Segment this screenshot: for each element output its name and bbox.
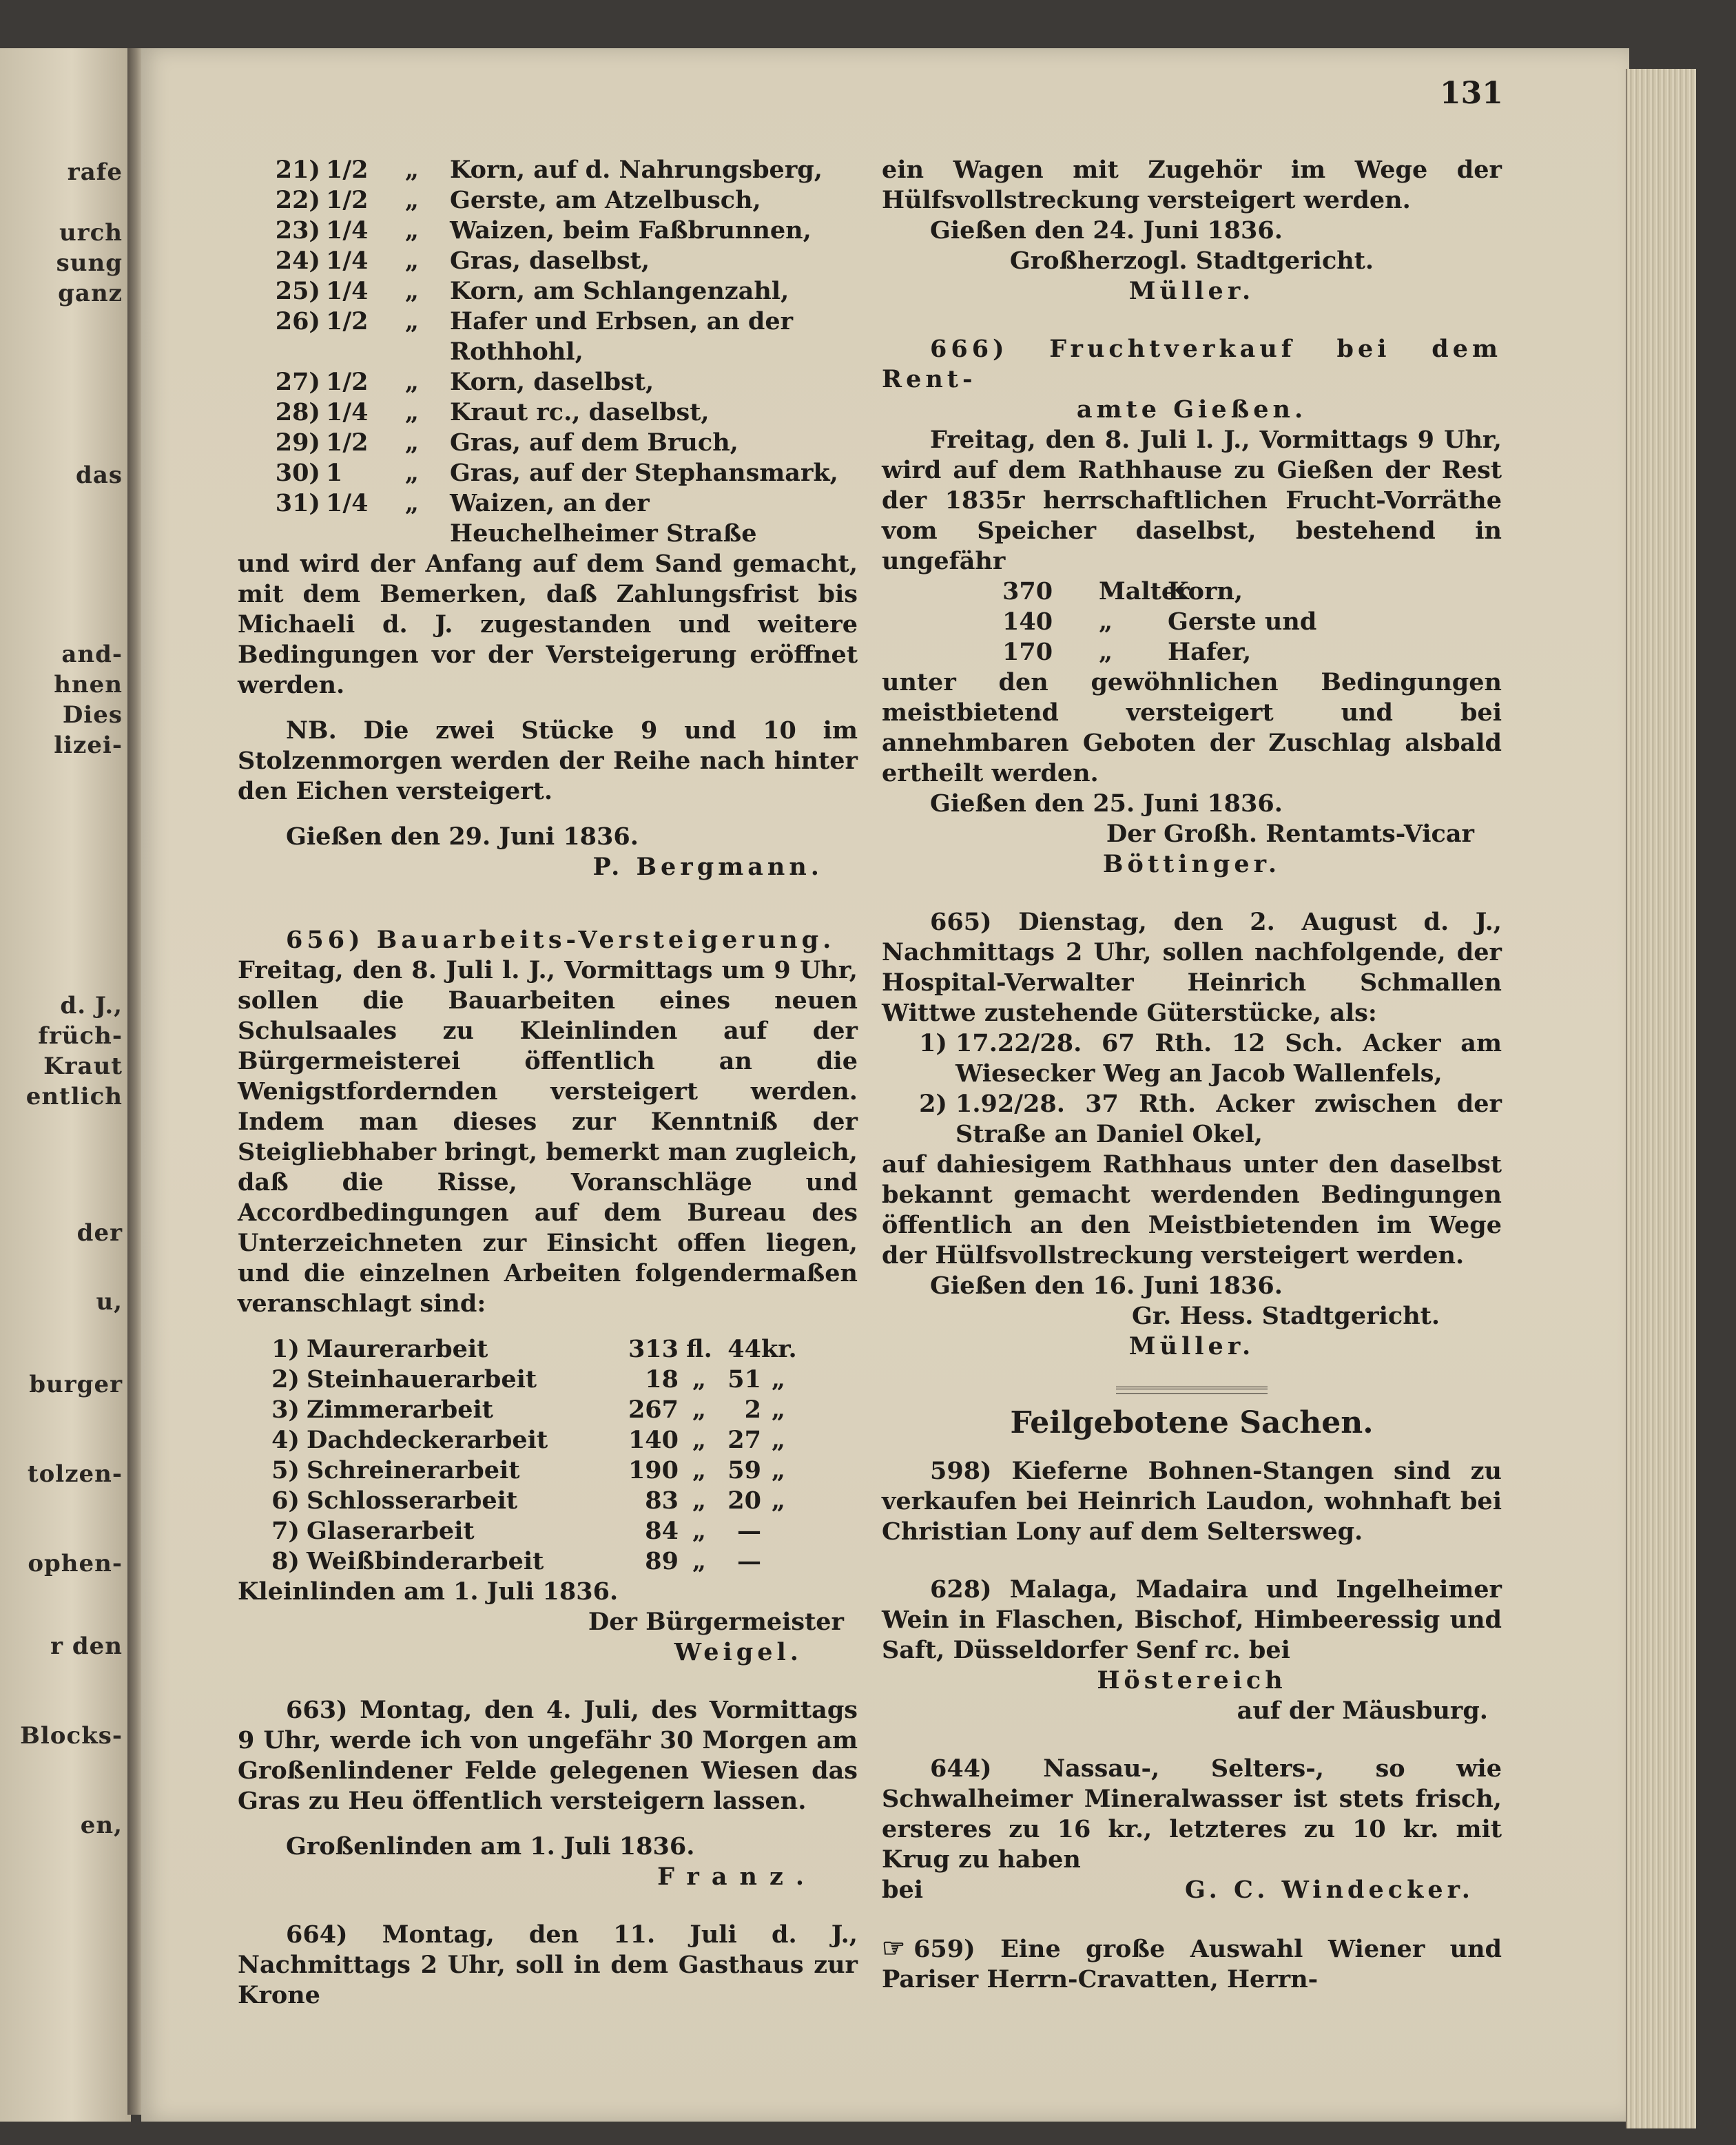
margin-text: ganz xyxy=(58,280,123,307)
item-kreuzer: — xyxy=(737,1547,761,1575)
cost-row xyxy=(238,1425,858,1455)
signature: Weigel. xyxy=(674,1638,803,1666)
notice-text: 665) Dienstag, den 2. August d. J., Nachmittags 2 Uhr, sollen nachfolgende, der Hospital-Verwalter Heinrich Schmallen Wittwe zustehende Güterstücke, als: xyxy=(882,908,1502,1027)
ad-text: 644) Nassau-, Selters-, so wie Schwalheimer Mineralwasser ist stets frisch, ersteres zu 16 kr., letzteres zu 10 kr. mit Krug zu haben xyxy=(882,1754,1502,1874)
notice-title: 656) Bauarbeits-Versteigerung. xyxy=(286,926,836,954)
ditto-mark: „ xyxy=(404,186,420,214)
item-kreuzer: 2 xyxy=(744,1396,761,1424)
margin-text: der xyxy=(76,1219,123,1247)
lot-row xyxy=(238,307,858,367)
cost-row xyxy=(238,1334,858,1365)
ditto-mark: „ xyxy=(404,368,420,396)
cost-row xyxy=(238,1395,858,1425)
item-kreuzer: 51 xyxy=(727,1365,761,1393)
margin-text: and- xyxy=(61,641,123,668)
signature-title: Gr. Hess. Stadtgericht. xyxy=(1132,1302,1440,1330)
lot-row xyxy=(238,246,858,276)
item-kreuzer-unit xyxy=(761,1516,796,1546)
lot-description: Hafer und Erbsen, an der Rothhohl, xyxy=(450,307,794,366)
margin-text: d. J., xyxy=(60,992,123,1019)
item-label: Weißbinderarbeit xyxy=(307,1547,544,1575)
margin-text: Dies xyxy=(62,701,123,729)
lot-fraction: 1/2 xyxy=(326,368,369,396)
place-date: Gießen den 16. Juni 1836. xyxy=(930,1272,1283,1300)
item-gulden: 267 xyxy=(628,1396,679,1424)
grain: Hafer, xyxy=(1168,638,1252,666)
margin-text: Kraut xyxy=(43,1053,123,1080)
lot-number: 26) xyxy=(275,307,320,335)
lot-row xyxy=(238,367,858,397)
lot-number: 22) xyxy=(275,186,320,214)
cost-table xyxy=(238,1334,858,1577)
parcel-item xyxy=(882,1089,1502,1150)
lot-row xyxy=(238,488,858,549)
notice-title: amte Gießen. xyxy=(1076,395,1308,424)
amount: 370 xyxy=(1002,577,1053,605)
place-date: Gießen den 25. Juni 1836. xyxy=(930,789,1283,818)
item-unit: „ xyxy=(692,1517,707,1545)
unit: „ xyxy=(1099,638,1113,666)
item-index: 1) xyxy=(271,1335,300,1363)
ad-659-text: 659) Eine große Auswahl Wiener und Pariser Herrn-Cravatten, Herrn- xyxy=(882,1935,1502,1993)
continued-text: ein Wagen mit Zugehör im Wege der Hülfsvollstreckung versteigert werden. xyxy=(882,156,1502,214)
amount-row xyxy=(882,607,1502,637)
lot-number: 28) xyxy=(275,398,320,426)
grain: Gerste und xyxy=(1168,608,1317,636)
lot-fraction: 1/4 xyxy=(326,247,369,275)
signature: Franz. xyxy=(657,1863,816,1891)
item-label: Glaserarbeit xyxy=(307,1517,475,1545)
margin-text: sung xyxy=(56,249,123,277)
grain-amounts xyxy=(882,577,1502,667)
item-gulden: 190 xyxy=(628,1456,679,1484)
place-date: Gießen den 24. Juni 1836. xyxy=(930,216,1283,245)
margin-text: ophen- xyxy=(28,1550,123,1577)
ditto-mark: „ xyxy=(404,307,420,335)
lot-description: Korn, daselbst, xyxy=(450,368,654,396)
lot-number: 31) xyxy=(275,489,320,517)
lot-description: Gerste, am Atzelbusch, xyxy=(450,186,761,214)
amount-row xyxy=(882,637,1502,667)
margin-text: urch xyxy=(59,219,123,247)
right-column xyxy=(882,155,1502,1995)
notice-text: Freitag, den 8. Juli l. J., Vormittags um 9 Uhr, sollen die Bauarbeiten eines neuen Schulsaales zu Kleinlinden auf der Bürgermeisterei öffentlich an die Wenigstfordernden versteigert werden. Indem man dieses zur Kenntniß der Steigliebhaber bringt, bemerkt man zugleich, daß die Risse, Voranschläge und Accordbedingungen auf dem Bureau des Unterzeichneten zur Einsicht offen liegen, und die einzelnen Arbeiten folgendermaßen veranschlagt sind: xyxy=(238,956,858,1318)
item-index: 5) xyxy=(271,1456,300,1484)
lot-row xyxy=(238,276,858,307)
item-label: Steinhauerarbeit xyxy=(307,1365,537,1393)
item-label: Zimmerarbeit xyxy=(307,1396,493,1424)
item-kreuzer-unit: „ xyxy=(771,1456,786,1484)
lot-description: Gras, auf dem Bruch, xyxy=(450,428,738,457)
notice-text: Freitag, den 8. Juli l. J., Vormittags 9 Uhr, wird auf dem Rathhause zu Gießen der Rest der 1835r herrschaftlichen Frucht-Vorräthe vom Speicher daselbst, bestehend in ungefähr xyxy=(882,426,1502,575)
lot-number: 27) xyxy=(275,368,320,396)
closing-paragraph: und wird der Anfang auf dem Sand gemacht, mit dem Bemerken, daß Zahlungsfrist bis Michaeli d. J. zugestanden und weitere Bedingungen vor der Versteigerung eröffnet werden. xyxy=(238,550,858,699)
cost-row xyxy=(238,1455,858,1486)
signature: Müller. xyxy=(1128,277,1255,305)
margin-text: lizei- xyxy=(54,732,123,759)
margin-text: hnen xyxy=(54,671,123,698)
item-unit: „ xyxy=(692,1426,707,1454)
lot-fraction: 1/2 xyxy=(326,156,369,184)
lot-description: Korn, am Schlangenzahl, xyxy=(450,277,789,305)
item-label: Schreinerarbeit xyxy=(307,1456,520,1484)
page-edges xyxy=(1626,69,1696,2128)
item-index: 2) xyxy=(271,1365,300,1393)
ditto-mark: „ xyxy=(404,398,420,426)
signature-address: auf der Mäusburg. xyxy=(1237,1697,1488,1725)
lot-fraction: 1/4 xyxy=(326,216,369,245)
item-gulden: 84 xyxy=(645,1517,679,1545)
signature: Höstereich xyxy=(1097,1666,1287,1695)
item-gulden: 89 xyxy=(645,1547,679,1575)
parcel-index: 1) xyxy=(919,1029,947,1057)
lot-row xyxy=(238,155,858,185)
signature-title: Der Bürgermeister xyxy=(588,1608,844,1636)
lot-number: 25) xyxy=(275,277,320,305)
item-kreuzer-unit: „ xyxy=(771,1486,786,1515)
signature-title: Großherzogl. Stadtgericht. xyxy=(1009,247,1374,275)
parcel-item xyxy=(882,1028,1502,1089)
item-unit: „ xyxy=(692,1456,707,1484)
amount: 140 xyxy=(1002,608,1053,636)
ditto-mark: „ xyxy=(404,277,420,305)
margin-text: Blocks- xyxy=(20,1722,123,1750)
amount-row xyxy=(882,577,1502,607)
ditto-mark: „ xyxy=(404,216,420,245)
lot-description: Korn, auf d. Nahrungsberg, xyxy=(450,156,823,184)
notice-title: 666) Fruchtverkauf bei dem Rent- xyxy=(882,335,1502,393)
item-unit: „ xyxy=(692,1547,707,1575)
lot-description: Waizen, an der Heuchelheimer Straße xyxy=(450,489,757,548)
lot-number: 30) xyxy=(275,459,320,487)
item-kreuzer: 20 xyxy=(727,1486,761,1515)
item-kreuzer: — xyxy=(737,1517,761,1545)
lot-fraction: 1 xyxy=(326,459,343,487)
nb-note: NB. Die zwei Stücke 9 und 10 im Stolzenmorgen werden der Reihe nach hinter den Eichen versteigert. xyxy=(238,716,858,805)
item-gulden: 140 xyxy=(628,1426,679,1454)
signature-title: Der Großh. Rentamts-Vicar xyxy=(1106,820,1474,848)
left-page-fragment xyxy=(0,48,131,2122)
item-index: 3) xyxy=(271,1396,300,1424)
item-kreuzer-unit: kr. xyxy=(761,1335,797,1363)
parcel-text: 1.92/28. 37 Rth. Acker zwischen der Straße an Daniel Okel, xyxy=(955,1090,1502,1148)
place-date: Großenlinden am 1. Juli 1836. xyxy=(286,1832,695,1861)
margin-text: en, xyxy=(80,1812,123,1839)
margin-text: r den xyxy=(50,1633,123,1660)
ditto-mark: „ xyxy=(404,489,420,517)
item-label: Schlosserarbeit xyxy=(307,1486,518,1515)
margin-text: tolzen- xyxy=(27,1460,123,1488)
item-kreuzer: 27 xyxy=(727,1426,761,1454)
lot-row xyxy=(238,428,858,458)
item-gulden: 83 xyxy=(645,1486,679,1515)
ditto-mark: „ xyxy=(404,428,420,457)
lot-fraction: 1/4 xyxy=(326,398,369,426)
item-kreuzer-unit: „ xyxy=(771,1396,786,1424)
lot-row xyxy=(238,185,858,216)
cost-row xyxy=(238,1365,858,1395)
notice-text: unter den gewöhnlichen Bedingungen meistbietend versteigert und bei annehmbaren Geboten der Zuschlag alsbald ertheilt werden. xyxy=(882,668,1502,787)
lot-number: 21) xyxy=(275,156,320,184)
item-index: 6) xyxy=(271,1486,300,1515)
lot-list xyxy=(238,155,858,549)
ad-text: 598) Kieferne Bohnen-Stangen sind zu verkaufen bei Heinrich Laudon, wohnhaft bei Christian Lony auf dem Seltersweg. xyxy=(882,1457,1502,1546)
item-index: 4) xyxy=(271,1426,300,1454)
lot-number: 23) xyxy=(275,216,320,245)
signature: Müller. xyxy=(1128,1332,1255,1360)
page-number: 131 xyxy=(1440,76,1503,111)
notice-text: 664) Montag, den 11. Juli d. J., Nachmittags 2 Uhr, soll in dem Gasthaus zur Krone xyxy=(238,1920,858,2009)
bei-label: bei xyxy=(882,1876,924,1904)
notice-text: 663) Montag, den 4. Juli, des Vormittags 9 Uhr, werde ich von ungefähr 30 Morgen am Großenlindener Felde gelegenen Wiesen das Gras zu Heu öffentlich versteigern lassen. xyxy=(238,1696,858,1815)
lot-fraction: 1/2 xyxy=(326,186,369,214)
ad-text: 628) Malaga, Madaira und Ingelheimer Wein in Flaschen, Bischof, Himbeeressig und Saft, Düsseldorfer Senf rc. bei xyxy=(882,1575,1502,1664)
ditto-mark: „ xyxy=(404,156,420,184)
signature: Böttinger. xyxy=(1102,850,1281,878)
notice-text: auf dahiesigem Rathhaus unter den daselbst bekannt gemacht werdenden Bedingungen öffentlich an den Meistbietenden im Wege der Hülfsvollstreckung versteigert werden. xyxy=(882,1150,1502,1270)
unit: „ xyxy=(1099,608,1113,636)
item-unit: „ xyxy=(692,1396,707,1424)
lot-description: Gras, daselbst, xyxy=(450,247,650,275)
section-divider xyxy=(1116,1387,1268,1394)
item-kreuzer-unit xyxy=(761,1546,796,1577)
signature: G. C. Windecker. xyxy=(1184,1876,1474,1904)
lot-number: 29) xyxy=(275,428,320,457)
lot-number: 24) xyxy=(275,247,320,275)
lot-description: Gras, auf der Stephansmark, xyxy=(450,459,838,487)
lot-fraction: 1/2 xyxy=(326,307,369,335)
margin-text: entlich xyxy=(25,1083,123,1110)
lot-row xyxy=(238,458,858,488)
cost-row xyxy=(238,1486,858,1516)
signature: P. Bergmann. xyxy=(592,853,823,881)
item-unit: „ xyxy=(692,1365,707,1393)
item-kreuzer: 44 xyxy=(727,1335,761,1363)
item-label: Maurerarbeit xyxy=(307,1335,488,1363)
item-index: 7) xyxy=(271,1517,300,1545)
unit: Malter xyxy=(1099,577,1190,605)
lot-fraction: 1/4 xyxy=(326,489,369,517)
lot-description: Kraut rc., daselbst, xyxy=(450,398,710,426)
lot-description: Waizen, beim Faßbrunnen, xyxy=(450,216,812,245)
item-unit: fl. xyxy=(686,1335,712,1363)
item-index: 8) xyxy=(271,1547,300,1575)
ditto-mark: „ xyxy=(404,459,420,487)
margin-text: u, xyxy=(96,1288,123,1316)
item-kreuzer-unit: „ xyxy=(771,1426,786,1454)
place-date: Kleinlinden am 1. Juli 1836. xyxy=(238,1577,619,1606)
place-date: Gießen den 29. Juni 1836. xyxy=(286,822,639,851)
cost-row xyxy=(238,1516,858,1546)
item-gulden: 18 xyxy=(645,1365,679,1393)
item-label: Dachdeckerarbeit xyxy=(307,1426,548,1454)
item-kreuzer: 59 xyxy=(727,1456,761,1484)
parcel-index: 2) xyxy=(919,1090,947,1118)
lot-row xyxy=(238,216,858,246)
amount: 170 xyxy=(1002,638,1053,666)
lot-row xyxy=(238,397,858,428)
cost-row xyxy=(238,1546,858,1577)
margin-text: früch- xyxy=(38,1022,123,1050)
parcel-text: 17.22/28. 67 Rth. 12 Sch. Acker am Wiesecker Weg an Jacob Wallenfels, xyxy=(955,1029,1502,1088)
item-unit: „ xyxy=(692,1486,707,1515)
ad-text xyxy=(882,1933,1502,1995)
signature-line xyxy=(882,1875,1502,1905)
lot-fraction: 1/4 xyxy=(326,277,369,305)
ditto-mark: „ xyxy=(404,247,420,275)
margin-text: burger xyxy=(29,1371,123,1398)
left-column xyxy=(238,155,858,2011)
section-heading: Feilgebotene Sachen. xyxy=(1010,1405,1374,1440)
item-gulden: 313 xyxy=(628,1335,679,1363)
grain: Korn, xyxy=(1168,577,1243,605)
item-kreuzer-unit: „ xyxy=(771,1365,786,1393)
lot-fraction: 1/2 xyxy=(326,428,369,457)
pointing-hand-icon: ☞ xyxy=(882,1932,906,1963)
margin-text: das xyxy=(76,462,123,489)
margin-text: rafe xyxy=(67,158,123,186)
